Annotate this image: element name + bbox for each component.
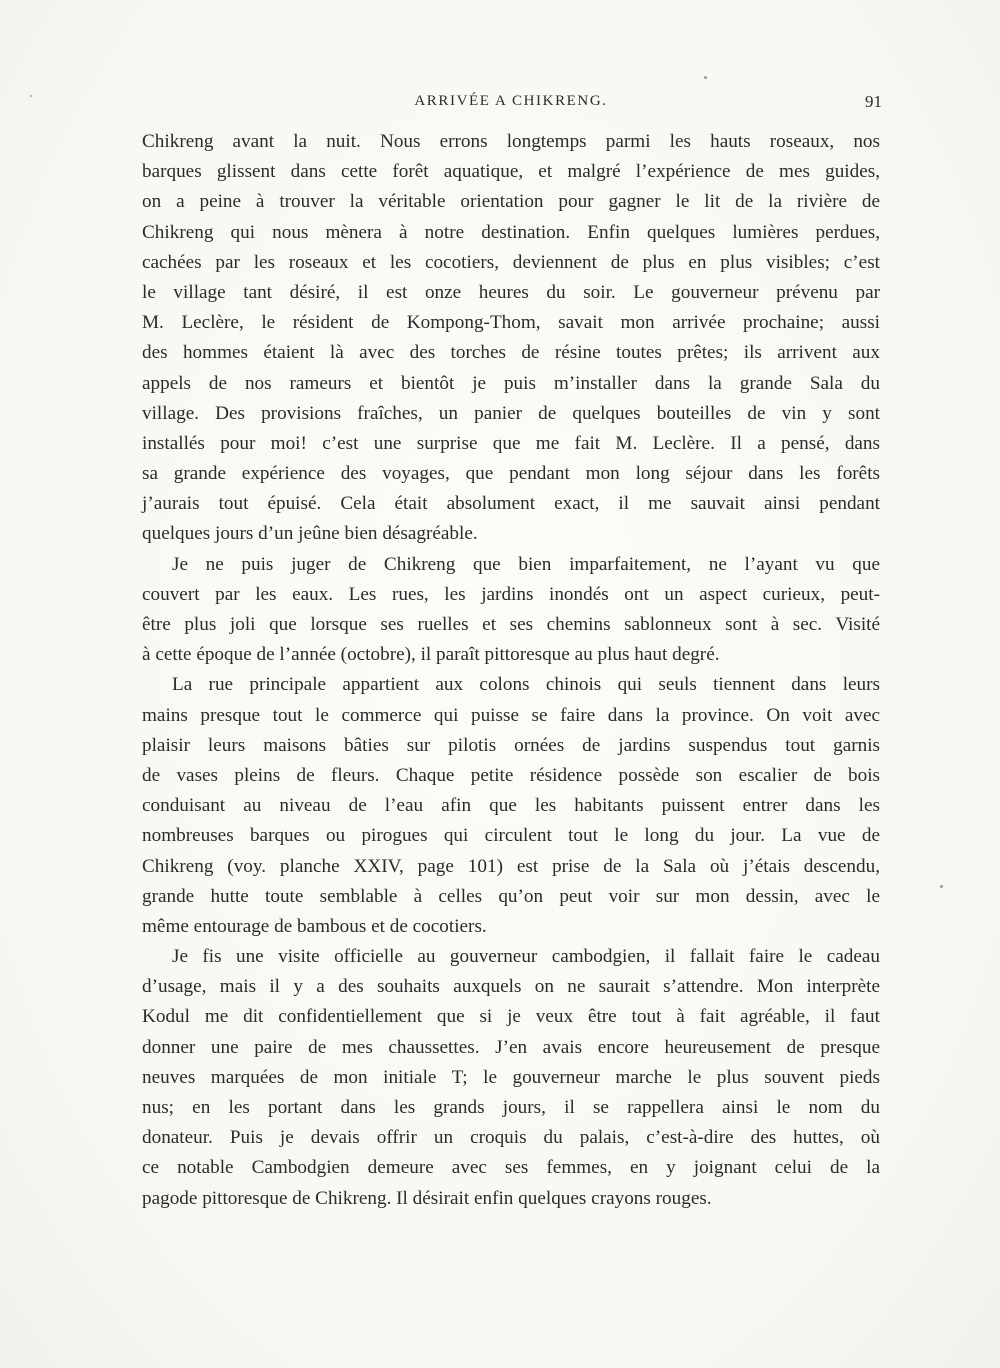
text-line: couvert par les eaux. Les rues, les jardins inondés ont un aspect curieux, peut- [142,583,880,605]
text-line: village. Des provisions fraîches, un panier de quelques bouteilles de vin y sont [142,402,880,424]
page-number: 91 [865,92,882,111]
text-line: neuves marquées de mon initiale T; le gouverneur marche le plus souvent pieds [142,1066,880,1088]
text-line: mains presque tout le commerce qui puisse se faire dans la province. On voit avec [142,704,880,726]
text-line: Kodul me dit confidentiellement que si je veux être tout à fait agréable, il faut [142,1006,880,1028]
text-line: sa grande expérience des voyages, que pendant mon long séjour dans les forêts [142,463,880,485]
text-line: nombreuses barques ou pirogues qui circulent tout le long du jour. La vue de [142,825,880,847]
paragraph [142,670,880,942]
paragraph [142,127,880,550]
running-title: ARRIVÉE A CHIKRENG. [414,93,608,109]
text-line: grande hutte toute semblable à celles qu’on peut voir sur mon dessin, avec le [142,885,880,907]
text-line: être plus joli que lorsque ses ruelles et ses chemins sablonneux sont à sec. Visité [142,614,880,635]
text-line: Je ne puis juger de Chikreng que bien imparfaitement, ne l’ayant vu que [172,553,880,575]
text-line: pagode pittoresque de Chikreng. Il désirait enfin quelques crayons rouges. [142,1187,712,1209]
text-line: donateur. Puis je devais offrir un croquis du palais, c’est-à-dire des huttes, où [142,1127,880,1149]
running-header [142,91,880,115]
text-line: le village tant désiré, il est onze heures du soir. Le gouverneur prévenu par [142,281,880,303]
text-line: on a peine à trouver la véritable orientation pour gagner le lit de la rivière de [142,191,880,213]
paper-speck [704,76,707,79]
text-line: M. Leclère, le résident de Kompong-Thom, savait mon arrivée prochaine; aussi [142,312,880,334]
paragraph [142,942,880,1214]
text-line: installés pour moi! c’est une surprise que me fait M. Leclère. Il a pensé, dans [142,432,880,454]
text-line: Chikreng avant la nuit. Nous errons longtemps parmi les hauts roseaux, nos [142,131,880,152]
text-line: quelques jours d’un jeûne bien désagréable. [142,523,478,545]
paper-speck [940,885,943,888]
paragraph [142,550,880,671]
text-line: plaisir leurs maisons bâties sur pilotis ornées de jardins suspendus tout garnis [142,734,880,756]
text-line: barques glissent dans cette forêt aquatique, et malgré l’expérience de mes guides, [142,161,880,183]
text-line: Chikreng qui nous mènera à notre destination. Enfin quelques lumières perdues, [142,221,880,243]
text-line: d’usage, mais il y a des souhaits auxquels on ne saurait s’attendre. Mon interprète [142,976,880,998]
text-line: Je fis une visite officielle au gouverneur cambodgien, il fallait faire le cadeau [172,946,880,968]
paper-speck [30,95,32,97]
text-line: cachées par les roseaux et les cocotiers, deviennent de plus en plus visibles; c’est [142,251,880,273]
text-line: appels de nos rameurs et bientôt je puis m’installer dans la grande Sala du [142,372,880,394]
text-line: même entourage de bambous et de cocotiers. [142,915,487,937]
body-text [142,127,880,1214]
text-line: à cette époque de l’année (octobre), il paraît pittoresque au plus haut degré. [142,644,720,666]
text-line: nus; en les portant dans les grands jours, il se rappellera ainsi le nom du [142,1097,880,1118]
text-line: de vases pleins de fleurs. Chaque petite résidence possède son escalier de bois [142,764,880,786]
text-line: ce notable Cambodgien demeure avec ses femmes, en y joignant celui de la [142,1157,880,1179]
text-line: La rue principale appartient aux colons chinois qui seuls tiennent dans leurs [172,674,880,696]
text-line: des hommes étaient là avec des torches de résine toutes prêtes; ils arrivent aux [142,342,880,364]
text-line: donner une paire de mes chaussettes. J’en avais encore heureusement de presque [142,1036,880,1058]
text-line: Chikreng (voy. planche XXIV, page 101) est prise de la Sala où j’étais descendu, [142,855,880,877]
text-line: j’aurais tout épuisé. Cela était absolument exact, il me sauvait ainsi pendant [142,493,880,515]
text-line: conduisant au niveau de l’eau afin que les habitants puissent entrer dans les [142,795,880,817]
